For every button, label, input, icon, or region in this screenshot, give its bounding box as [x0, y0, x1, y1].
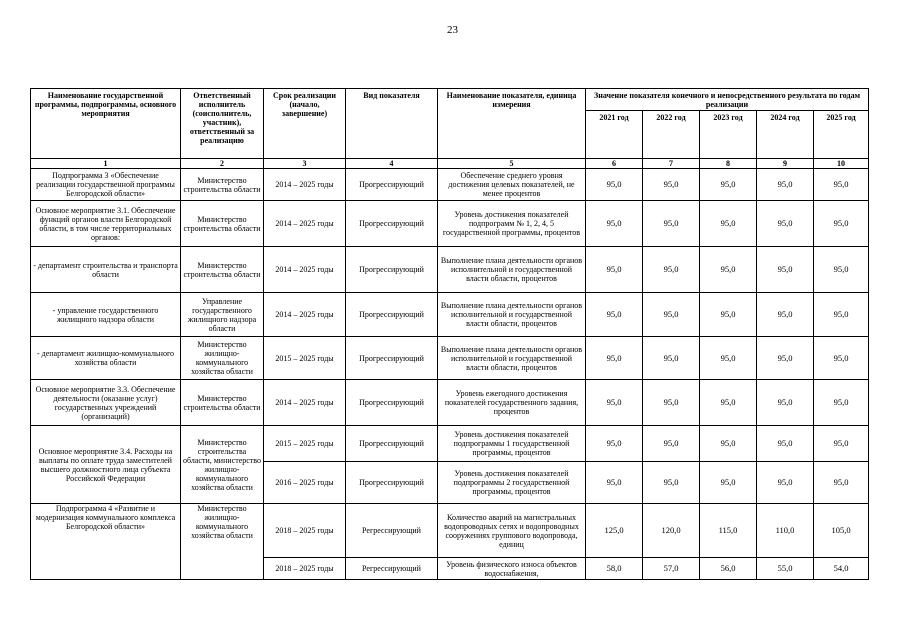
header-type: Вид показателя	[346, 89, 438, 159]
value-2021: 95,0	[586, 337, 643, 380]
column-number: 10	[814, 159, 869, 169]
period: 2014 – 2025 годы	[264, 293, 346, 337]
value-2023: 95,0	[700, 247, 757, 293]
indicators-table	[30, 88, 869, 580]
program-name: Основное мероприятие 3.3. Обеспечение деятельности (оказание услуг) государственных учреждений (организаций)	[31, 380, 181, 426]
value-2022: 95,0	[643, 426, 700, 462]
value-2025: 95,0	[814, 293, 869, 337]
page-number: 23	[447, 24, 458, 36]
value-2023: 95,0	[700, 201, 757, 247]
value-2022: 95,0	[643, 380, 700, 426]
table-row	[31, 247, 869, 293]
indicator-type: Прогрессирующий	[346, 426, 438, 462]
value-2025: 95,0	[814, 169, 869, 201]
indicator-type: Прогрессирующий	[346, 337, 438, 380]
header-year: 2021 год	[586, 111, 643, 159]
indicator-name: Количество аварий на магистральных водопроводных сетях и водопроводных сооружениях группового водопровода, единиц	[438, 504, 586, 558]
table-row	[31, 504, 869, 558]
value-2023: 95,0	[700, 380, 757, 426]
value-2023: 95,0	[700, 462, 757, 504]
period: 2015 – 2025 годы	[264, 426, 346, 462]
column-number: 2	[181, 159, 264, 169]
value-2024: 55,0	[757, 558, 814, 580]
column-number: 3	[264, 159, 346, 169]
value-2021: 95,0	[586, 293, 643, 337]
period: 2016 – 2025 годы	[264, 462, 346, 504]
value-2023: 95,0	[700, 337, 757, 380]
column-number: 7	[643, 159, 700, 169]
program-name: Основное мероприятие 3.4. Расходы на выплаты по оплате труда заместителей высшего должностного лица субъекта Российской Федерации	[31, 426, 181, 504]
value-2025: 95,0	[814, 337, 869, 380]
indicator-name: Обеспечение среднего уровня достижения целевых показателей, не менее процентов	[438, 169, 586, 201]
period: 2014 – 2025 годы	[264, 247, 346, 293]
indicator-type: Прогрессирующий	[346, 462, 438, 504]
value-2025: 54,0	[814, 558, 869, 580]
program-name: - департамент жилищно-коммунального хозяйства области	[31, 337, 181, 380]
value-2023: 95,0	[700, 426, 757, 462]
executor: Министерство строительства области	[181, 247, 264, 293]
column-number: 6	[586, 159, 643, 169]
header-program: Наименование государственной программы, подпрограммы, основного мероприятия	[31, 89, 181, 159]
value-2025: 105,0	[814, 504, 869, 558]
header-values-group: Значение показателя конечного и непосредственного результата по годам реализации	[586, 89, 869, 111]
value-2021: 95,0	[586, 462, 643, 504]
indicator-type: Прогрессирующий	[346, 293, 438, 337]
indicator-name: Уровень физического износа объектов водоснабжения,	[438, 558, 586, 580]
value-2024: 95,0	[757, 247, 814, 293]
value-2021: 95,0	[586, 201, 643, 247]
value-2024: 95,0	[757, 380, 814, 426]
period: 2015 – 2025 годы	[264, 337, 346, 380]
indicator-type: Прогрессирующий	[346, 201, 438, 247]
value-2021: 95,0	[586, 169, 643, 201]
table-row	[31, 337, 869, 380]
value-2021: 125,0	[586, 504, 643, 558]
indicator-name: Выполнение плана деятельности органов исполнительной и государственной власти области, процентов	[438, 293, 586, 337]
table-row	[31, 293, 869, 337]
period: 2014 – 2025 годы	[264, 380, 346, 426]
indicator-type: Регрессирующий	[346, 504, 438, 558]
value-2022: 120,0	[643, 504, 700, 558]
column-number: 8	[700, 159, 757, 169]
value-2024: 95,0	[757, 462, 814, 504]
executor: Управление государственного жилищного надзора области	[181, 293, 264, 337]
table-row	[31, 380, 869, 426]
value-2025: 95,0	[814, 201, 869, 247]
value-2021: 95,0	[586, 426, 643, 462]
executor: Министерство жилищно-коммунального хозяйства области	[181, 337, 264, 380]
period: 2018 – 2025 годы	[264, 504, 346, 558]
value-2023: 95,0	[700, 293, 757, 337]
program-name: Подпрограмма 3 «Обеспечение реализации государственной программы Белгородской области»	[31, 169, 181, 201]
header-indicator: Наименование показателя, единица измерения	[438, 89, 586, 159]
value-2022: 95,0	[643, 247, 700, 293]
executor: Министерство строительства области	[181, 380, 264, 426]
table-row	[31, 169, 869, 201]
indicator-type: Прогрессирующий	[346, 380, 438, 426]
value-2024: 110,0	[757, 504, 814, 558]
value-2025: 95,0	[814, 380, 869, 426]
column-number: 4	[346, 159, 438, 169]
value-2022: 95,0	[643, 293, 700, 337]
indicator-name: Уровень достижения показателей подпрограммы 2 государственной программы, процентов	[438, 462, 586, 504]
table-row	[31, 201, 869, 247]
header-period: Срок реализации (начало, завершение)	[264, 89, 346, 159]
value-2023: 115,0	[700, 504, 757, 558]
value-2024: 95,0	[757, 169, 814, 201]
executor: Министерство строительства области	[181, 201, 264, 247]
program-name: Основное мероприятие 3.1. Обеспечение функций органов власти Белгородской области, в том числе территориальных органов:	[31, 201, 181, 247]
value-2025: 95,0	[814, 426, 869, 462]
header-year: 2024 год	[757, 111, 814, 159]
value-2021: 95,0	[586, 380, 643, 426]
value-2021: 58,0	[586, 558, 643, 580]
table-row	[31, 426, 869, 462]
executor: Министерство жилищно-коммунального хозяйства области	[181, 504, 264, 580]
header-year: 2025 год	[814, 111, 869, 159]
indicator-name: Выполнение плана деятельности органов исполнительной и государственной власти области, процентов	[438, 247, 586, 293]
indicator-name: Уровень достижения показателей подпрограммы 1 государственной программы, процентов	[438, 426, 586, 462]
indicator-type: Прогрессирующий	[346, 247, 438, 293]
value-2024: 95,0	[757, 201, 814, 247]
value-2023: 56,0	[700, 558, 757, 580]
header-executor: Ответственный исполнитель (соисполнитель, участник), ответственный за реализацию	[181, 89, 264, 159]
executor: Министерство строительства области	[181, 169, 264, 201]
column-number: 9	[757, 159, 814, 169]
executor: Министерство строительства области, министерство жилищно-коммунального хозяйства области	[181, 426, 264, 504]
indicator-name: Уровень достижения показателей подпрограмм № 1, 2, 4, 5 государственной программы, процентов	[438, 201, 586, 247]
program-name: - департамент строительства и транспорта области	[31, 247, 181, 293]
program-name: - управление государственного жилищного надзора области	[31, 293, 181, 337]
indicator-name: Уровень ежегодного достижения показателей государственного задания, процентов	[438, 380, 586, 426]
value-2025: 95,0	[814, 247, 869, 293]
value-2022: 95,0	[643, 169, 700, 201]
value-2024: 95,0	[757, 337, 814, 380]
value-2022: 57,0	[643, 558, 700, 580]
value-2024: 95,0	[757, 293, 814, 337]
value-2023: 95,0	[700, 169, 757, 201]
indicator-name: Выполнение плана деятельности органов исполнительной и государственной власти области, процентов	[438, 337, 586, 380]
value-2025: 95,0	[814, 462, 869, 504]
column-number: 1	[31, 159, 181, 169]
column-number: 5	[438, 159, 586, 169]
period: 2018 – 2025 годы	[264, 558, 346, 580]
period: 2014 – 2025 годы	[264, 169, 346, 201]
value-2022: 95,0	[643, 201, 700, 247]
header-year: 2022 год	[643, 111, 700, 159]
value-2022: 95,0	[643, 462, 700, 504]
program-name: Подпрограмма 4 «Развитие и модернизация коммунального комплекса Белгородской области»	[31, 504, 181, 580]
value-2024: 95,0	[757, 426, 814, 462]
value-2021: 95,0	[586, 247, 643, 293]
period: 2014 – 2025 годы	[264, 201, 346, 247]
header-year: 2023 год	[700, 111, 757, 159]
indicator-type: Прогрессирующий	[346, 169, 438, 201]
value-2022: 95,0	[643, 337, 700, 380]
indicator-type: Регрессирующий	[346, 558, 438, 580]
